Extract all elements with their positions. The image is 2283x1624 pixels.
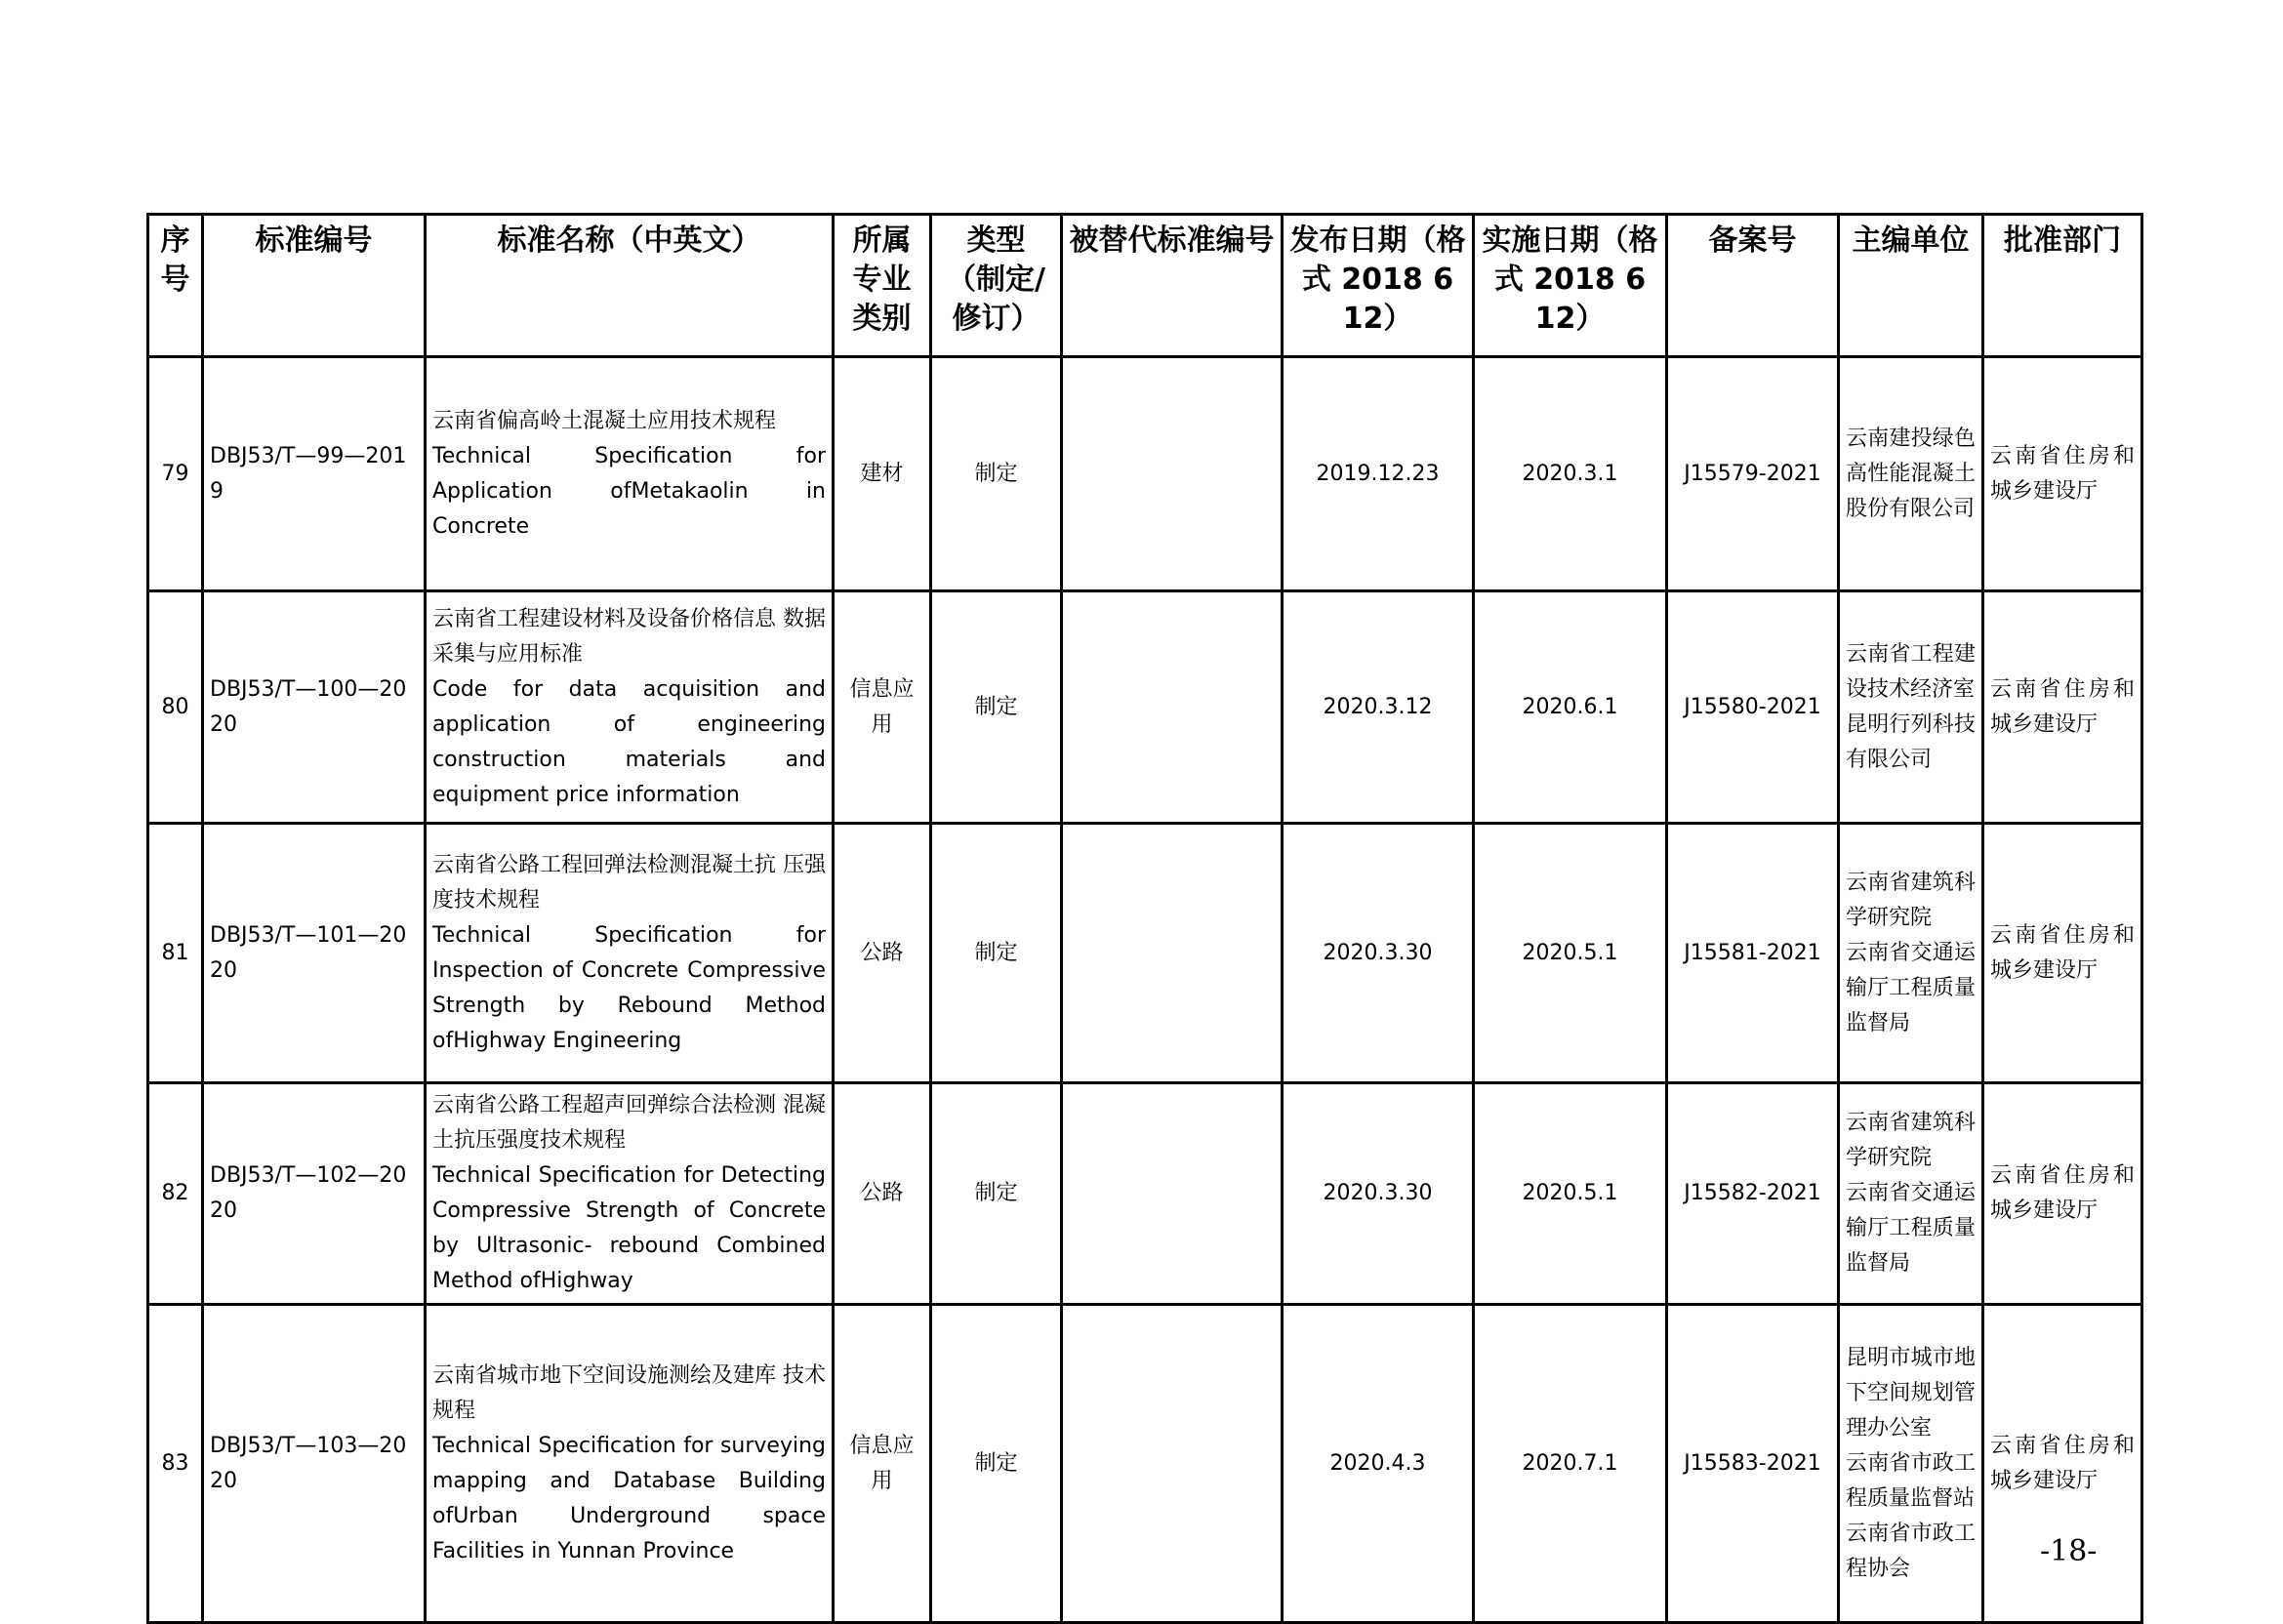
- header-approver: 批准部门: [1983, 215, 2142, 357]
- page-number: -18-: [2040, 1534, 2098, 1568]
- editor-unit: 云南省交通运输厅工程质量监督局: [1846, 1181, 1976, 1276]
- row-effective-date: 2020.6.1: [1474, 591, 1667, 824]
- row-publish-date: 2020.3.12: [1283, 591, 1474, 824]
- row-editor: [1839, 824, 1983, 1083]
- row-type: 制定: [931, 591, 1062, 824]
- row-name: [426, 1083, 834, 1305]
- editor-unit: 云南省市政工程协会: [1846, 1521, 1976, 1581]
- header-effective-date: 实施日期（格式 2018 6 12）: [1474, 215, 1667, 357]
- editor-unit: 昆明市城市地下空间规划管理办公室: [1846, 1345, 1976, 1441]
- row-name: [426, 824, 834, 1083]
- row-replaced: [1062, 591, 1283, 824]
- approver-text: 云南省住房和城乡建设厅: [1990, 676, 2135, 737]
- approver-text: 云南省住房和城乡建设厅: [1990, 1163, 2135, 1223]
- row-name-cn: 云南省偏高岭土混凝土应用技术规程: [432, 408, 777, 433]
- row-category: 公路: [834, 824, 931, 1083]
- row-type: 制定: [931, 357, 1062, 591]
- row-name-en: Technical Specification for surveying mapping and Database Building ofUrban Underground space Facilities in Yunnan Province: [432, 1433, 826, 1563]
- editor-unit: 昆明行列科技有限公司: [1846, 711, 1976, 772]
- row-replaced: [1062, 824, 1283, 1083]
- row-code: DBJ53/T—103—2020: [203, 1305, 426, 1623]
- row-type: 制定: [931, 824, 1062, 1083]
- row-code: DBJ53/T—101—2020: [203, 824, 426, 1083]
- row-name-en: Code for data acquisition and application of engineering construction materials and equipment price information: [432, 676, 826, 807]
- standards-table: [146, 213, 2143, 1624]
- row-replaced: [1062, 357, 1283, 591]
- table-row: [148, 1083, 2142, 1305]
- row-category: 信息应用: [834, 1305, 931, 1623]
- editor-unit: 云南省工程建设技术经济室: [1846, 641, 1976, 702]
- row-record: J15582-2021: [1667, 1083, 1839, 1305]
- header-name: 标准名称（中英文）: [426, 215, 834, 357]
- row-approver: [1983, 1305, 2142, 1623]
- header-replaced: 被替代标准编号: [1062, 215, 1283, 357]
- row-name-en: Technical Specification for Application ofMetakaolin in Concrete: [432, 443, 826, 539]
- row-approver: [1983, 591, 2142, 824]
- row-seq: 80: [148, 591, 203, 824]
- row-publish-date: 2019.12.23: [1283, 357, 1474, 591]
- editor-unit: 云南省市政工程质量监督站: [1846, 1450, 1976, 1511]
- editor-unit: 云南省交通运输厅工程质量监督局: [1846, 940, 1976, 1035]
- editor-unit: 云南省建筑科学研究院: [1846, 1111, 1976, 1170]
- row-editor: [1839, 1305, 1983, 1623]
- table-row: [148, 357, 2142, 591]
- row-seq: 82: [148, 1083, 203, 1305]
- row-effective-date: 2020.5.1: [1474, 1083, 1667, 1305]
- header-code: 标准编号: [203, 215, 426, 357]
- row-code: DBJ53/T—100—2020: [203, 591, 426, 824]
- row-name-cn: 云南省城市地下空间设施测绘及建库 技术规程: [432, 1362, 826, 1423]
- row-approver: [1983, 824, 2142, 1083]
- approver-text: 云南省住房和城乡建设厅: [1990, 443, 2135, 504]
- editor-unit: 云南省建筑科学研究院: [1846, 870, 1976, 930]
- row-name: [426, 357, 834, 591]
- row-effective-date: 2020.3.1: [1474, 357, 1667, 591]
- row-editor: [1839, 357, 1983, 591]
- row-editor: [1839, 591, 1983, 824]
- row-record: J15581-2021: [1667, 824, 1839, 1083]
- row-category: 信息应用: [834, 591, 931, 824]
- table-row: [148, 824, 2142, 1083]
- row-publish-date: 2020.4.3: [1283, 1305, 1474, 1623]
- header-record: 备案号: [1667, 215, 1839, 357]
- approver-text: 云南省住房和城乡建设厅: [1990, 922, 2135, 983]
- header-row: [148, 215, 2142, 357]
- row-code: DBJ53/T—99—2019: [203, 357, 426, 591]
- row-name-en: Technical Specification for Detecting Compressive Strength of Concrete by Ultrasonic- rebound Combined Method ofHighway: [432, 1163, 826, 1293]
- row-name: [426, 1305, 834, 1623]
- row-editor: [1839, 1083, 1983, 1305]
- row-name-cn: 云南省公路工程超声回弹综合法检测 混凝土抗压强度技术规程: [432, 1093, 826, 1153]
- row-publish-date: 2020.3.30: [1283, 824, 1474, 1083]
- row-name-en: Technical Specification for Inspection of Concrete Compressive Strength by Rebound Method ofHighway Engineering: [432, 922, 826, 1053]
- header-editor: 主编单位: [1839, 215, 1983, 357]
- row-seq: 81: [148, 824, 203, 1083]
- row-seq: 79: [148, 357, 203, 591]
- row-replaced: [1062, 1083, 1283, 1305]
- row-record: J15579-2021: [1667, 357, 1839, 591]
- row-name-cn: 云南省工程建设材料及设备价格信息 数据采集与应用标准: [432, 606, 826, 667]
- approver-text: 云南省住房和城乡建设厅: [1990, 1433, 2135, 1493]
- row-category: 建材: [834, 357, 931, 591]
- row-replaced: [1062, 1305, 1283, 1623]
- table-row: [148, 1305, 2142, 1623]
- row-approver: [1983, 1083, 2142, 1305]
- row-type: 制定: [931, 1305, 1062, 1623]
- row-type: 制定: [931, 1083, 1062, 1305]
- row-publish-date: 2020.3.30: [1283, 1083, 1474, 1305]
- row-name-cn: 云南省公路工程回弹法检测混凝土抗 压强度技术规程: [432, 852, 826, 913]
- header-publish-date: 发布日期（格式 2018 6 12）: [1283, 215, 1474, 357]
- row-code: DBJ53/T—102—2020: [203, 1083, 426, 1305]
- row-record: J15583-2021: [1667, 1305, 1839, 1623]
- header-seq: 序号: [148, 215, 203, 357]
- row-seq: 83: [148, 1305, 203, 1623]
- row-name: [426, 591, 834, 824]
- row-effective-date: 2020.7.1: [1474, 1305, 1667, 1623]
- editor-unit: 云南建投绿色高性能混凝土股份有限公司: [1846, 426, 1976, 521]
- table-row: [148, 591, 2142, 824]
- row-approver: [1983, 357, 2142, 591]
- row-record: J15580-2021: [1667, 591, 1839, 824]
- row-effective-date: 2020.5.1: [1474, 824, 1667, 1083]
- header-type: 类型（制定/修订）: [931, 215, 1062, 357]
- row-category: 公路: [834, 1083, 931, 1305]
- header-category: 所属专业类别: [834, 215, 931, 357]
